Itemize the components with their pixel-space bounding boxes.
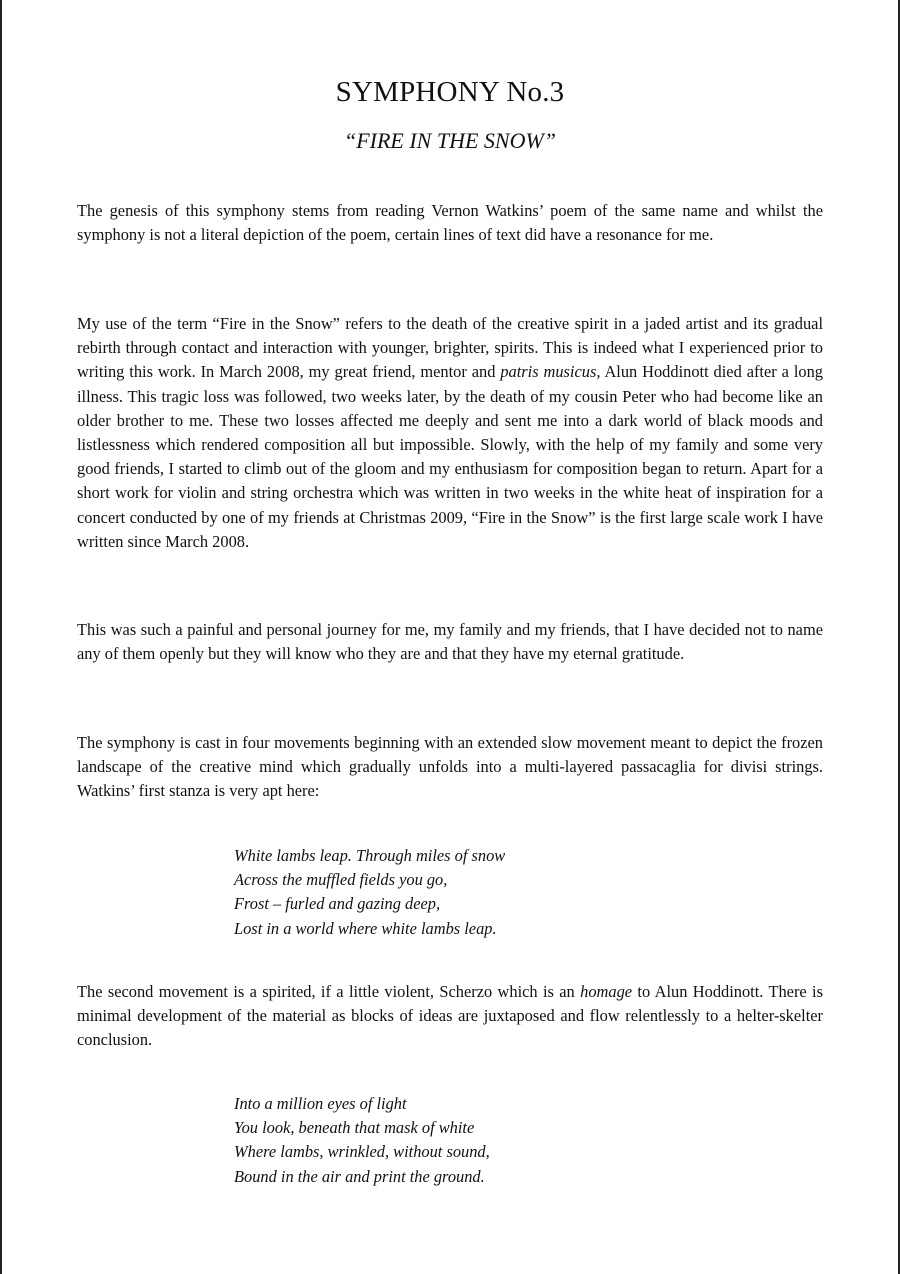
- text-run: to Alun Hoddinott. There is minimal development of the material as blocks of ideas are juxtaposed and flow relentlessly to a helter-skelter conclusion.: [77, 982, 823, 1050]
- text-run: The second movement is a spirited, if a little violent, Scherzo which is an: [77, 982, 581, 1001]
- italic-term: patris musicus: [500, 362, 597, 382]
- paragraph-text: This was such a painful and personal journey for me, my family and my friends, that I have decided not to name any of them openly but they will know who they are and that they have my eternal gratitude.: [77, 620, 823, 664]
- paragraph-journey: [77, 618, 823, 666]
- paragraph-text: The genesis of this symphony stems from reading Vernon Watkins’ poem of the same name and whilst the symphony is not a literal depiction of the poem, certain lines of text did have a resonance for me.: [77, 201, 823, 245]
- text-run: My use of the term “Fire in the Snow” refers to the death of the creative spirit in a jaded artist and its gradual rebirth through contact and interaction with younger, brighter, spirits. This is indeed what I experienced prior to writing this work. In March 2008, my great friend, mentor and: [77, 314, 823, 382]
- paragraph-text: The symphony is cast in four movements beginning with an extended slow movement meant to depict the frozen landscape of the creative mind which gradually unfolds into a multi-layered passacaglia for divisi strings. Watkins’ first stanza is very apt here:: [77, 733, 823, 801]
- poem-stanza-1: [234, 844, 505, 941]
- poem-line: You look, beneath that mask of white: [234, 1118, 475, 1138]
- poem-line: Where lambs, wrinkled, without sound,: [234, 1142, 490, 1162]
- poem-line: White lambs leap. Through miles of snow: [234, 846, 506, 865]
- left-page-border: [0, 0, 2, 1274]
- paragraph-second-movement: [77, 980, 823, 1053]
- poem-line: Frost – furled and gazing deep,: [234, 894, 441, 914]
- paragraph-text: [77, 980, 823, 1053]
- paragraph-text: [77, 312, 823, 554]
- paragraph-genesis: [77, 199, 823, 247]
- poem-stanza-2: [234, 1092, 490, 1189]
- page-title: SYMPHONY No.3: [335, 76, 565, 108]
- paragraph-movements: [77, 731, 823, 804]
- poem-line: Bound in the air and print the ground.: [234, 1166, 485, 1186]
- poem-line: Into a million eyes of light: [234, 1094, 407, 1113]
- page-subtitle: “FIRE IN THE SNOW”: [343, 128, 557, 153]
- italic-term: homage: [580, 982, 633, 1001]
- poem-line: Across the muffled fields you go,: [234, 870, 448, 890]
- paragraph-fire-in-snow: [77, 312, 823, 554]
- text-run: , Alun Hoddinott died after a long illness. This tragic loss was followed, two weeks later, by the death of my cousin Peter who had become like an older brother to me. These two losses affected me deeply and sent me into a dark world of black moods and listlessness which rendered composition all but impossible. Slowly, with the help of my family and some very good friends, I started to climb out of the gloom and my enthusiasm for composition began to return. Apart for a short work for violin and string orchestra which was written in two weeks in the white heat of inspiration for a concert conducted by one of my friends at Christmas 2009, “Fire in the Snow” is the first large scale work I have written since March 2008.: [77, 362, 823, 551]
- poem-line: Lost in a world where white lambs leap.: [234, 918, 497, 938]
